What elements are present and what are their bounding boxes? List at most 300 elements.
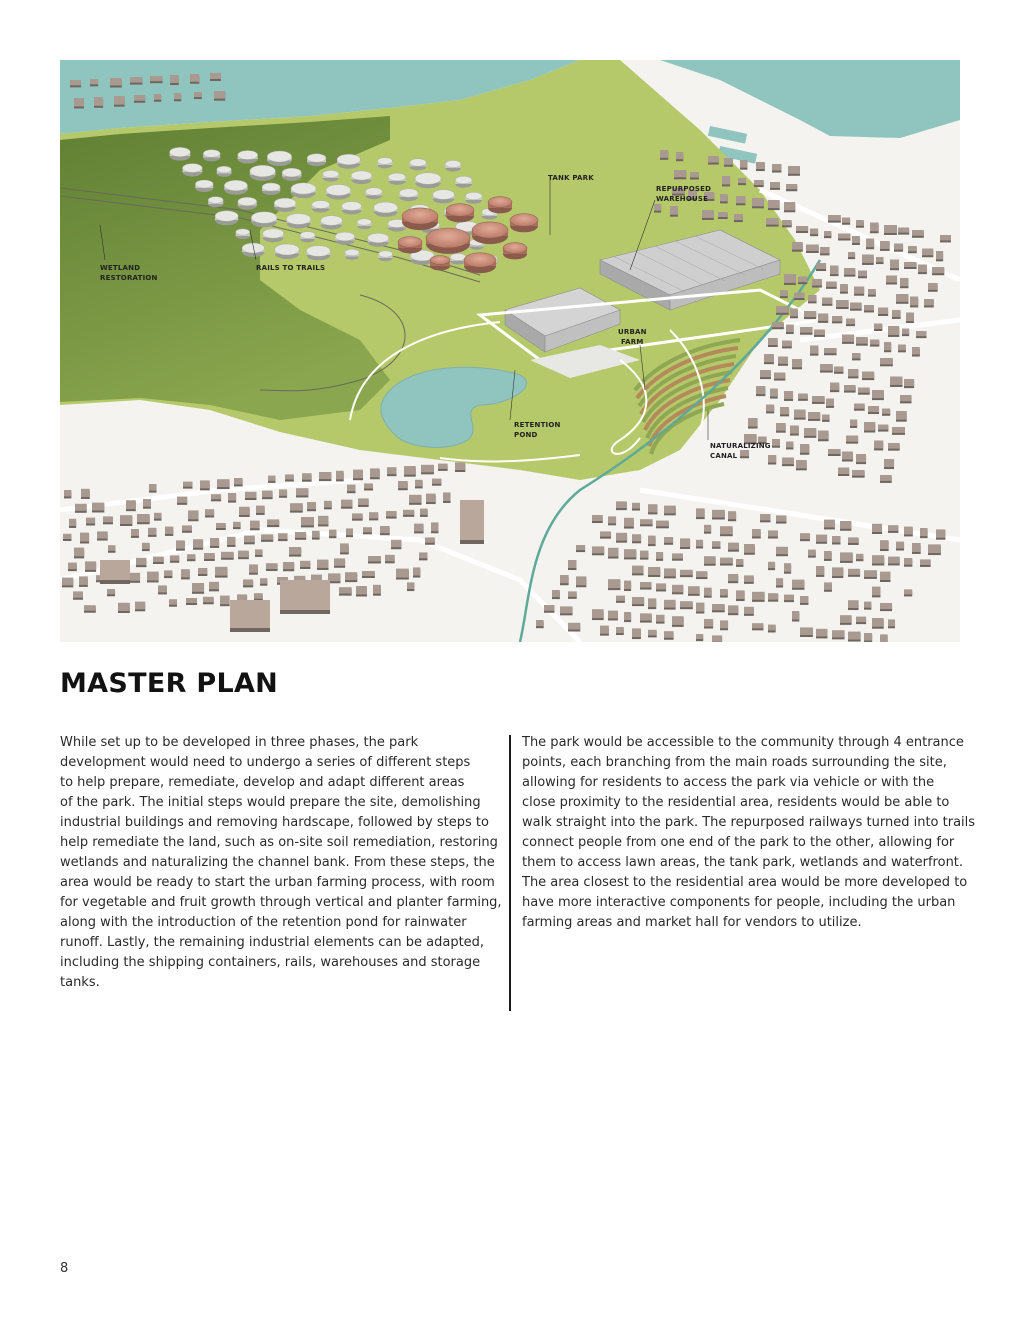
city-building <box>724 158 733 167</box>
city-building <box>380 526 390 535</box>
city-building <box>137 514 150 524</box>
city-building <box>780 290 788 298</box>
city-building <box>900 278 908 288</box>
city-building <box>92 503 104 513</box>
city-building <box>874 441 883 451</box>
text-line: The area closest to the residential area would be more developed to <box>522 875 968 890</box>
city-building <box>148 528 156 537</box>
label-retention-pond-2: POND <box>514 431 538 439</box>
city-building <box>69 519 76 528</box>
storage-tank <box>368 233 389 246</box>
city-building <box>648 504 657 514</box>
city-building <box>414 524 424 534</box>
city-building <box>177 497 187 505</box>
city-building <box>97 531 108 540</box>
industrial-building <box>280 580 330 614</box>
storage-tank <box>357 219 371 229</box>
city-building <box>728 511 736 521</box>
city-building <box>740 160 747 170</box>
city-building <box>432 479 441 486</box>
city-building <box>239 507 250 517</box>
city-building <box>884 342 891 352</box>
city-building <box>856 617 866 625</box>
city-building <box>886 276 897 285</box>
city-building <box>369 512 378 520</box>
city-building <box>62 578 73 588</box>
city-building <box>772 164 781 173</box>
text-line: The park would be accessible to the community through 4 entrance <box>522 735 964 750</box>
city-building <box>200 480 210 490</box>
city-building <box>792 611 799 622</box>
city-building <box>640 519 653 526</box>
city-building <box>768 625 776 633</box>
city-building <box>808 412 820 421</box>
city-building <box>632 597 644 606</box>
city-building <box>832 536 840 544</box>
city-building <box>864 305 874 312</box>
city-building <box>592 515 603 523</box>
city-building <box>648 630 657 638</box>
city-building <box>920 528 928 538</box>
city-building <box>822 298 832 306</box>
storage-tank <box>388 173 405 185</box>
city-building <box>842 335 854 344</box>
city-building <box>862 255 874 265</box>
city-building <box>370 468 380 479</box>
city-building <box>346 528 353 537</box>
city-building <box>353 470 363 481</box>
city-building <box>169 599 177 607</box>
city-building <box>632 628 641 639</box>
city-building <box>818 431 829 442</box>
city-building <box>888 443 900 451</box>
city-building <box>806 245 819 253</box>
city-building <box>103 516 113 524</box>
city-building <box>136 558 146 567</box>
city-building <box>79 576 88 587</box>
city-building <box>848 252 855 259</box>
label-repurposed-warehouse-1: REPURPOSED <box>656 185 712 193</box>
city-building <box>600 626 609 636</box>
storage-tank <box>433 190 455 204</box>
city-building <box>824 582 832 591</box>
city-building <box>846 319 855 327</box>
storage-tank <box>399 189 418 201</box>
city-building <box>680 538 690 549</box>
storage-tank <box>306 246 330 261</box>
city-building <box>158 585 167 594</box>
city-building <box>358 498 369 507</box>
city-building <box>770 389 778 399</box>
city-building <box>912 347 920 357</box>
city-building <box>624 581 631 591</box>
city-building <box>932 267 944 275</box>
city-building <box>824 348 837 355</box>
storage-tank <box>377 158 392 169</box>
city-building <box>592 546 604 555</box>
city-building <box>536 620 544 628</box>
city-building <box>856 220 864 228</box>
city-building <box>904 379 914 388</box>
city-building <box>84 605 96 613</box>
city-building <box>243 579 253 587</box>
storage-tank <box>224 180 247 194</box>
city-building <box>186 598 197 605</box>
city-building <box>892 427 905 435</box>
city-building <box>808 550 816 558</box>
city-building <box>768 338 778 347</box>
city-building <box>858 271 867 279</box>
city-building <box>904 589 912 596</box>
city-building <box>154 94 161 102</box>
city-building <box>878 308 888 316</box>
city-building <box>187 554 195 561</box>
page-title: MASTER PLAN <box>60 668 279 699</box>
storage-tank <box>238 150 258 163</box>
city-building <box>660 150 668 160</box>
city-building <box>804 428 816 438</box>
storage-tank <box>238 197 257 210</box>
city-building <box>616 627 624 635</box>
city-building <box>640 582 652 590</box>
city-building <box>888 619 895 628</box>
city-building <box>870 340 879 347</box>
storage-tank <box>250 165 276 181</box>
city-building <box>234 478 243 486</box>
city-building <box>712 510 725 520</box>
text-line: for vegetable and fruit growth through vertical and planter farming, <box>60 895 502 910</box>
city-building <box>852 236 860 245</box>
city-building <box>419 552 428 560</box>
city-building <box>702 210 714 220</box>
city-building <box>790 426 799 436</box>
city-building <box>850 303 862 311</box>
city-building <box>624 549 636 559</box>
city-building <box>892 310 901 319</box>
city-building <box>864 602 871 610</box>
city-building <box>131 529 139 538</box>
city-building <box>868 289 876 297</box>
city-building <box>75 504 87 513</box>
city-building <box>786 442 793 450</box>
city-building <box>262 491 273 500</box>
master-plan-map <box>60 60 960 642</box>
city-building <box>608 548 618 559</box>
city-building <box>455 462 465 472</box>
city-building <box>245 492 256 500</box>
city-building <box>217 479 230 489</box>
city-building <box>776 306 789 315</box>
city-building <box>784 563 791 574</box>
city-building <box>824 231 831 238</box>
city-building <box>784 202 795 212</box>
city-building <box>364 483 373 490</box>
city-building <box>844 385 856 393</box>
city-building <box>345 572 357 582</box>
text-line: along with the introduction of the retention pond for rainwater <box>60 915 467 930</box>
city-building <box>884 459 894 469</box>
city-building <box>898 345 906 353</box>
city-building <box>712 604 725 612</box>
city-building <box>782 341 792 349</box>
city-building <box>181 569 190 579</box>
city-building <box>290 503 303 512</box>
right-paragraph <box>522 733 976 933</box>
label-naturalizing-canal-2: CANAL <box>710 452 738 460</box>
city-building <box>616 596 625 603</box>
city-building <box>209 582 219 592</box>
city-building <box>906 313 914 324</box>
city-building <box>898 228 909 235</box>
city-building <box>118 603 130 613</box>
label-repurposed-warehouse-2: WAREHOUSE <box>656 195 709 203</box>
city-building <box>908 246 917 253</box>
city-building <box>850 420 857 428</box>
city-building <box>878 425 888 432</box>
city-building <box>764 354 774 364</box>
city-building <box>576 545 585 552</box>
city-building <box>824 520 835 530</box>
city-building <box>696 540 703 549</box>
city-building <box>826 282 837 289</box>
city-building <box>696 508 705 519</box>
city-building <box>844 268 855 277</box>
city-building <box>80 533 89 544</box>
city-building <box>708 156 719 165</box>
city-building <box>828 215 841 223</box>
city-building <box>842 218 850 225</box>
city-building <box>656 552 663 561</box>
storage-tank <box>450 253 466 264</box>
city-building <box>890 377 902 387</box>
storage-tank <box>503 243 527 260</box>
text-line: runoff. Lastly, the remaining industrial elements can be adapted, <box>60 935 485 950</box>
storage-tank <box>446 204 474 223</box>
city-building <box>774 373 785 381</box>
storage-tank <box>374 202 398 217</box>
city-building <box>244 536 255 545</box>
city-building <box>90 79 98 86</box>
storage-tank <box>326 184 351 199</box>
city-building <box>278 533 288 541</box>
city-building <box>220 596 230 607</box>
city-building <box>940 235 951 242</box>
city-building <box>736 196 745 205</box>
city-building <box>872 555 884 565</box>
city-building <box>403 510 414 517</box>
city-building <box>728 543 739 552</box>
storage-tank <box>337 154 360 169</box>
city-building <box>664 568 676 578</box>
city-building <box>768 562 775 570</box>
city-building <box>840 615 852 625</box>
city-building <box>804 311 816 319</box>
city-building <box>64 490 71 498</box>
city-building <box>752 623 763 630</box>
city-building <box>766 218 779 227</box>
city-building <box>254 593 263 600</box>
city-building <box>896 542 904 551</box>
city-building <box>205 509 214 517</box>
city-building <box>174 93 181 101</box>
city-building <box>752 529 761 538</box>
city-building <box>842 452 853 462</box>
city-building <box>896 294 908 304</box>
storage-tank <box>430 256 450 271</box>
city-building <box>864 633 872 642</box>
industrial-building <box>230 600 270 632</box>
city-building <box>782 458 794 467</box>
city-building <box>780 407 789 416</box>
city-building <box>848 600 859 610</box>
text-line: allowing for residents to access the park via vehicle or with the <box>522 775 935 790</box>
city-building <box>339 587 352 595</box>
text-line: close proximity to the residential area, residents would be able to <box>522 795 950 810</box>
city-building <box>85 561 96 571</box>
city-building <box>880 603 892 611</box>
city-building <box>736 559 743 567</box>
city-building <box>928 283 938 292</box>
city-building <box>425 537 435 544</box>
city-building <box>214 91 225 101</box>
city-building <box>227 537 236 547</box>
storage-tank <box>335 232 354 245</box>
city-building <box>608 579 620 590</box>
city-building <box>888 326 899 337</box>
storage-tank <box>170 147 191 160</box>
city-building <box>616 533 627 543</box>
city-building <box>832 567 843 578</box>
city-building <box>736 590 745 601</box>
city-building <box>704 619 713 629</box>
city-building <box>874 324 882 331</box>
city-building <box>890 260 899 271</box>
city-building <box>794 293 804 301</box>
storage-tank <box>455 176 472 188</box>
label-wetland-restoration-2: RESTORATION <box>100 274 158 282</box>
city-building <box>920 559 931 567</box>
city-building <box>329 530 336 539</box>
city-building <box>720 589 728 598</box>
city-building <box>862 372 874 381</box>
city-building <box>744 607 754 616</box>
city-building <box>922 249 933 258</box>
city-building <box>760 370 771 379</box>
city-building <box>772 439 780 448</box>
city-building <box>560 606 573 615</box>
city-building <box>126 500 136 511</box>
city-building <box>319 472 331 481</box>
city-building <box>856 554 863 561</box>
storage-tank <box>465 192 482 204</box>
storage-tank <box>208 197 223 208</box>
city-building <box>916 331 927 338</box>
city-building <box>215 567 228 578</box>
city-building <box>904 262 917 269</box>
city-building <box>880 572 890 582</box>
storage-tank <box>410 159 427 171</box>
city-building <box>656 615 664 624</box>
city-building <box>592 609 604 620</box>
city-building <box>902 329 909 337</box>
city-building <box>754 180 764 187</box>
city-building <box>674 170 686 179</box>
storage-tank <box>464 253 496 273</box>
right-column <box>522 733 976 933</box>
city-building <box>848 537 859 545</box>
storage-tank <box>402 208 438 230</box>
city-building <box>107 589 115 596</box>
label-naturalizing-canal-1: NATURALIZING <box>710 442 771 450</box>
city-building <box>748 418 758 429</box>
city-building <box>204 553 215 561</box>
label-wetland-restoration-1: WETLAND <box>100 264 141 272</box>
city-building <box>318 516 328 527</box>
city-building <box>368 556 381 563</box>
city-building <box>864 422 875 432</box>
city-building <box>696 603 704 614</box>
city-building <box>198 568 207 576</box>
city-building <box>648 567 660 577</box>
city-building <box>279 489 287 497</box>
city-building <box>704 556 716 566</box>
city-building <box>672 553 683 560</box>
city-building <box>854 287 864 296</box>
city-building <box>211 494 221 501</box>
city-building <box>880 241 890 251</box>
city-building <box>704 588 712 598</box>
storage-tank <box>398 237 422 254</box>
city-building <box>688 586 700 596</box>
city-building <box>74 548 84 559</box>
city-building <box>654 204 661 213</box>
city-building <box>854 404 865 411</box>
city-building <box>341 500 352 509</box>
city-building <box>356 586 367 596</box>
city-building <box>872 587 880 598</box>
city-building <box>800 444 809 455</box>
city-building <box>778 357 788 366</box>
city-building <box>656 521 669 529</box>
city-building <box>176 540 185 550</box>
city-building <box>307 502 316 511</box>
city-building <box>632 566 644 576</box>
storage-tank <box>215 211 238 225</box>
city-building <box>840 552 853 563</box>
city-building <box>404 466 416 477</box>
city-building <box>816 629 827 639</box>
storage-tank <box>342 202 362 215</box>
storage-tank <box>282 168 301 181</box>
city-building <box>640 551 648 560</box>
city-building <box>848 569 860 577</box>
city-building <box>396 569 409 580</box>
city-building <box>568 560 576 570</box>
text-line: tanks. <box>60 975 100 990</box>
city-building <box>776 423 786 433</box>
city-building <box>421 465 434 475</box>
left-paragraph <box>60 733 500 993</box>
city-building <box>800 627 813 637</box>
city-building <box>300 561 310 569</box>
city-building <box>924 299 934 307</box>
city-building <box>233 522 241 529</box>
city-building <box>818 314 828 323</box>
city-building <box>130 77 142 85</box>
text-line: help remediate the land, such as on-site soil remediation, restoring <box>60 835 498 850</box>
storage-tank <box>488 197 512 214</box>
text-line: them to access lawn areas, the tank park, wetlands and waterfront. <box>522 855 964 870</box>
